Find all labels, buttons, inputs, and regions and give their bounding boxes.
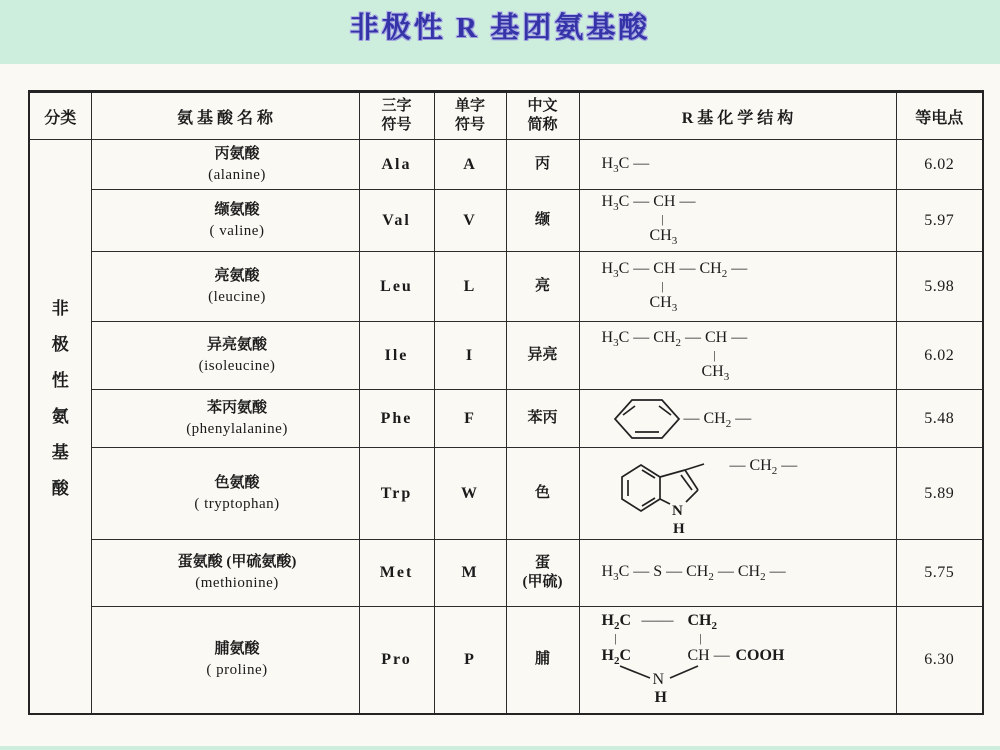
one-letter-symbol: L [434,252,506,322]
category-vertical-label [30,140,91,713]
header-cn-short [506,92,579,140]
isoelectric-point-value: 5.97 [896,190,983,252]
one-letter-symbol: I [434,322,506,390]
formula-text: | [699,631,702,645]
amino-acid-row [29,448,983,540]
cn-abbreviation [506,140,579,190]
formula-text: $CH_3$ [649,227,678,248]
header-name: 氨 基 酸 名 称 [91,92,359,140]
header-one-letter-line2: 符号 [454,117,485,133]
r-group-structure [600,252,896,321]
formula-text: H [654,689,667,706]
three-letter-symbol: Phe [359,390,434,448]
amino-acid-name-cell [91,390,359,448]
r-group-structure-cell [579,322,896,390]
amino-acid-name-cn: 缬氨酸 [214,201,260,218]
category-char: 极 [51,334,69,354]
amino-acid-name-cn: 苯丙氨酸 [206,399,267,416]
formula-text: $H_3C$ — $CH_2$ — CH — [601,329,748,350]
amino-acid-name-cell [91,190,359,252]
isoelectric-point-value: 5.75 [896,540,983,607]
amino-acid-name-cell [91,607,359,714]
isoelectric-point-value: 5.98 [896,252,983,322]
one-letter-symbol: F [434,390,506,448]
r-group-structure [600,140,896,189]
r-group-structure [600,322,896,389]
three-letter-symbol: Trp [359,448,434,540]
formula-text: $CH_3$ [701,363,730,384]
cn-abbreviation [506,190,579,252]
amino-acid-row [29,140,983,190]
header-three-letter-line1: 三字 [381,98,412,114]
amino-acid-name-cn: 脯氨酸 [214,640,260,657]
cn-abbreviation-line: 亮 [534,278,550,294]
formula-text: $H_3C$ — CH — [601,193,696,214]
r-group-structure [600,540,896,606]
cn-abbreviation [506,607,579,714]
amino-acid-row [29,607,983,714]
isoelectric-point-value: 6.02 [896,140,983,190]
r-group-structure-cell [579,252,896,322]
amino-acid-name-en: (isoleucine) [198,357,276,374]
formula-text: | [614,631,617,645]
three-letter-symbol: Pro [359,607,434,714]
category-char: 非 [51,298,69,318]
benzene-ring [612,395,682,443]
amino-acid-name-en: ( valine) [209,222,265,239]
cn-abbreviation [506,252,579,322]
formula-text: | [661,212,664,226]
amino-acid-name-cell [91,140,359,190]
svg-text:N: N [671,503,683,519]
cn-abbreviation [506,390,579,448]
cn-abbreviation [506,448,579,540]
amino-acid-row [29,322,983,390]
category-cell [29,140,91,714]
amino-acid-name-en: ( tryptophan) [194,495,280,512]
amino-acid-name-cn: 色氨酸 [214,474,260,491]
formula-text: N [652,671,665,688]
r-group-structure [600,190,896,251]
amino-acid-name-en: (leucine) [208,288,266,305]
category-char: 性 [51,370,69,390]
amino-acid-name-cell [91,448,359,540]
cn-abbreviation-line: 蛋 [534,555,550,571]
cn-abbreviation-line: 色 [534,485,550,501]
three-letter-symbol: Leu [359,252,434,322]
amino-acid-name-cn: 异亮氨酸 [206,336,267,353]
amino-acid-name-en: ( proline) [206,661,268,678]
formula-text: $CH_3$ [649,294,678,315]
r-group-structure-cell [579,190,896,252]
category-char: 基 [51,442,69,462]
header-row [29,92,983,140]
amino-acid-name-en: (alanine) [208,166,266,183]
cn-abbreviation-line: 丙 [534,156,550,172]
r-group-structure-cell [579,140,896,190]
header-one-letter-line1: 单字 [454,98,485,114]
one-letter-symbol: M [434,540,506,607]
amino-acid-row [29,390,983,448]
one-letter-symbol: P [434,607,506,714]
amino-acid-table [28,90,984,715]
formula-text: $CH_2$ [687,612,717,633]
amino-acid-name-cell [91,252,359,322]
category-char: 氨 [51,406,69,426]
header-three-letter-line2: 符号 [381,117,412,133]
header-cn-short-line2: 简称 [527,117,558,133]
svg-text:H: H [672,521,685,536]
r-group-structure [600,607,896,713]
amino-acid-row [29,190,983,252]
amino-acid-name-en: (phenylalanine) [186,420,288,437]
amino-acid-name-en: (methionine) [195,575,279,591]
amino-acid-name-cn: 亮氨酸 [214,267,260,284]
formula-text: — $CH_2$ — [729,457,798,478]
formula-text: $H_2C$ [601,647,632,668]
three-letter-symbol: Ile [359,322,434,390]
header-cn-short-line1: 中文 [527,98,558,114]
isoelectric-point-value: 6.02 [896,322,983,390]
one-letter-symbol: A [434,140,506,190]
formula-text: | [713,348,716,362]
r-group-structure [600,448,896,539]
amino-acid-name-cell [91,540,359,607]
cn-abbreviation-line: 异亮 [527,347,558,363]
header-category: 分类 [29,92,91,140]
formula-text: $H_3C$ — [601,155,650,176]
cn-abbreviation-line: 苯丙 [527,410,558,426]
three-letter-symbol: Ala [359,140,434,190]
header-one-letter [434,92,506,140]
header-structure: R 基 化 学 结 构 [579,92,896,140]
slide-title: 非极性 R 基团氨基酸 [349,12,651,44]
r-group-structure-cell [579,448,896,540]
isoelectric-point-value: 5.89 [896,448,983,540]
category-char: 酸 [51,478,69,498]
r-group-structure [600,390,896,447]
three-letter-symbol: Met [359,540,434,607]
formula-text: CH — [687,647,730,664]
cn-abbreviation [506,322,579,390]
header-isoelectric-point: 等电点 [896,92,983,140]
cn-abbreviation-line: 缬 [534,212,550,228]
formula-text: $H_2C$ [601,612,632,633]
amino-acid-name-cn: 丙氨酸 [214,145,260,162]
cn-abbreviation [506,540,579,607]
one-letter-symbol: V [434,190,506,252]
cn-abbreviation-line: 脯 [534,651,550,668]
formula-text: — $CH_2$ — [683,410,752,431]
r-group-structure-cell [579,607,896,714]
amino-acid-name-cell [91,322,359,390]
amino-acid-table-body [29,140,983,714]
three-letter-symbol: Val [359,190,434,252]
formula-text: $H_3C$ — CH — $CH_2$ — [601,260,748,281]
formula-text: COOH [735,647,785,664]
amino-acid-row [29,252,983,322]
r-group-structure-cell [579,540,896,607]
isoelectric-point-value: 6.30 [896,607,983,714]
amino-acid-name-cn: 蛋氨酸 (甲硫氨酸) [177,554,297,570]
indole-ring [618,456,730,536]
one-letter-symbol: W [434,448,506,540]
formula-text: $H_3C$ — S — $CH_2$ — $CH_2$ — [601,563,786,584]
r-group-structure-cell [579,390,896,448]
formula-text: | [661,279,664,293]
header-three-letter [359,92,434,140]
isoelectric-point-value: 5.48 [896,390,983,448]
cn-abbreviation-line: (甲硫) [522,574,563,590]
formula-text: —— [641,612,674,629]
amino-acid-row [29,540,983,607]
